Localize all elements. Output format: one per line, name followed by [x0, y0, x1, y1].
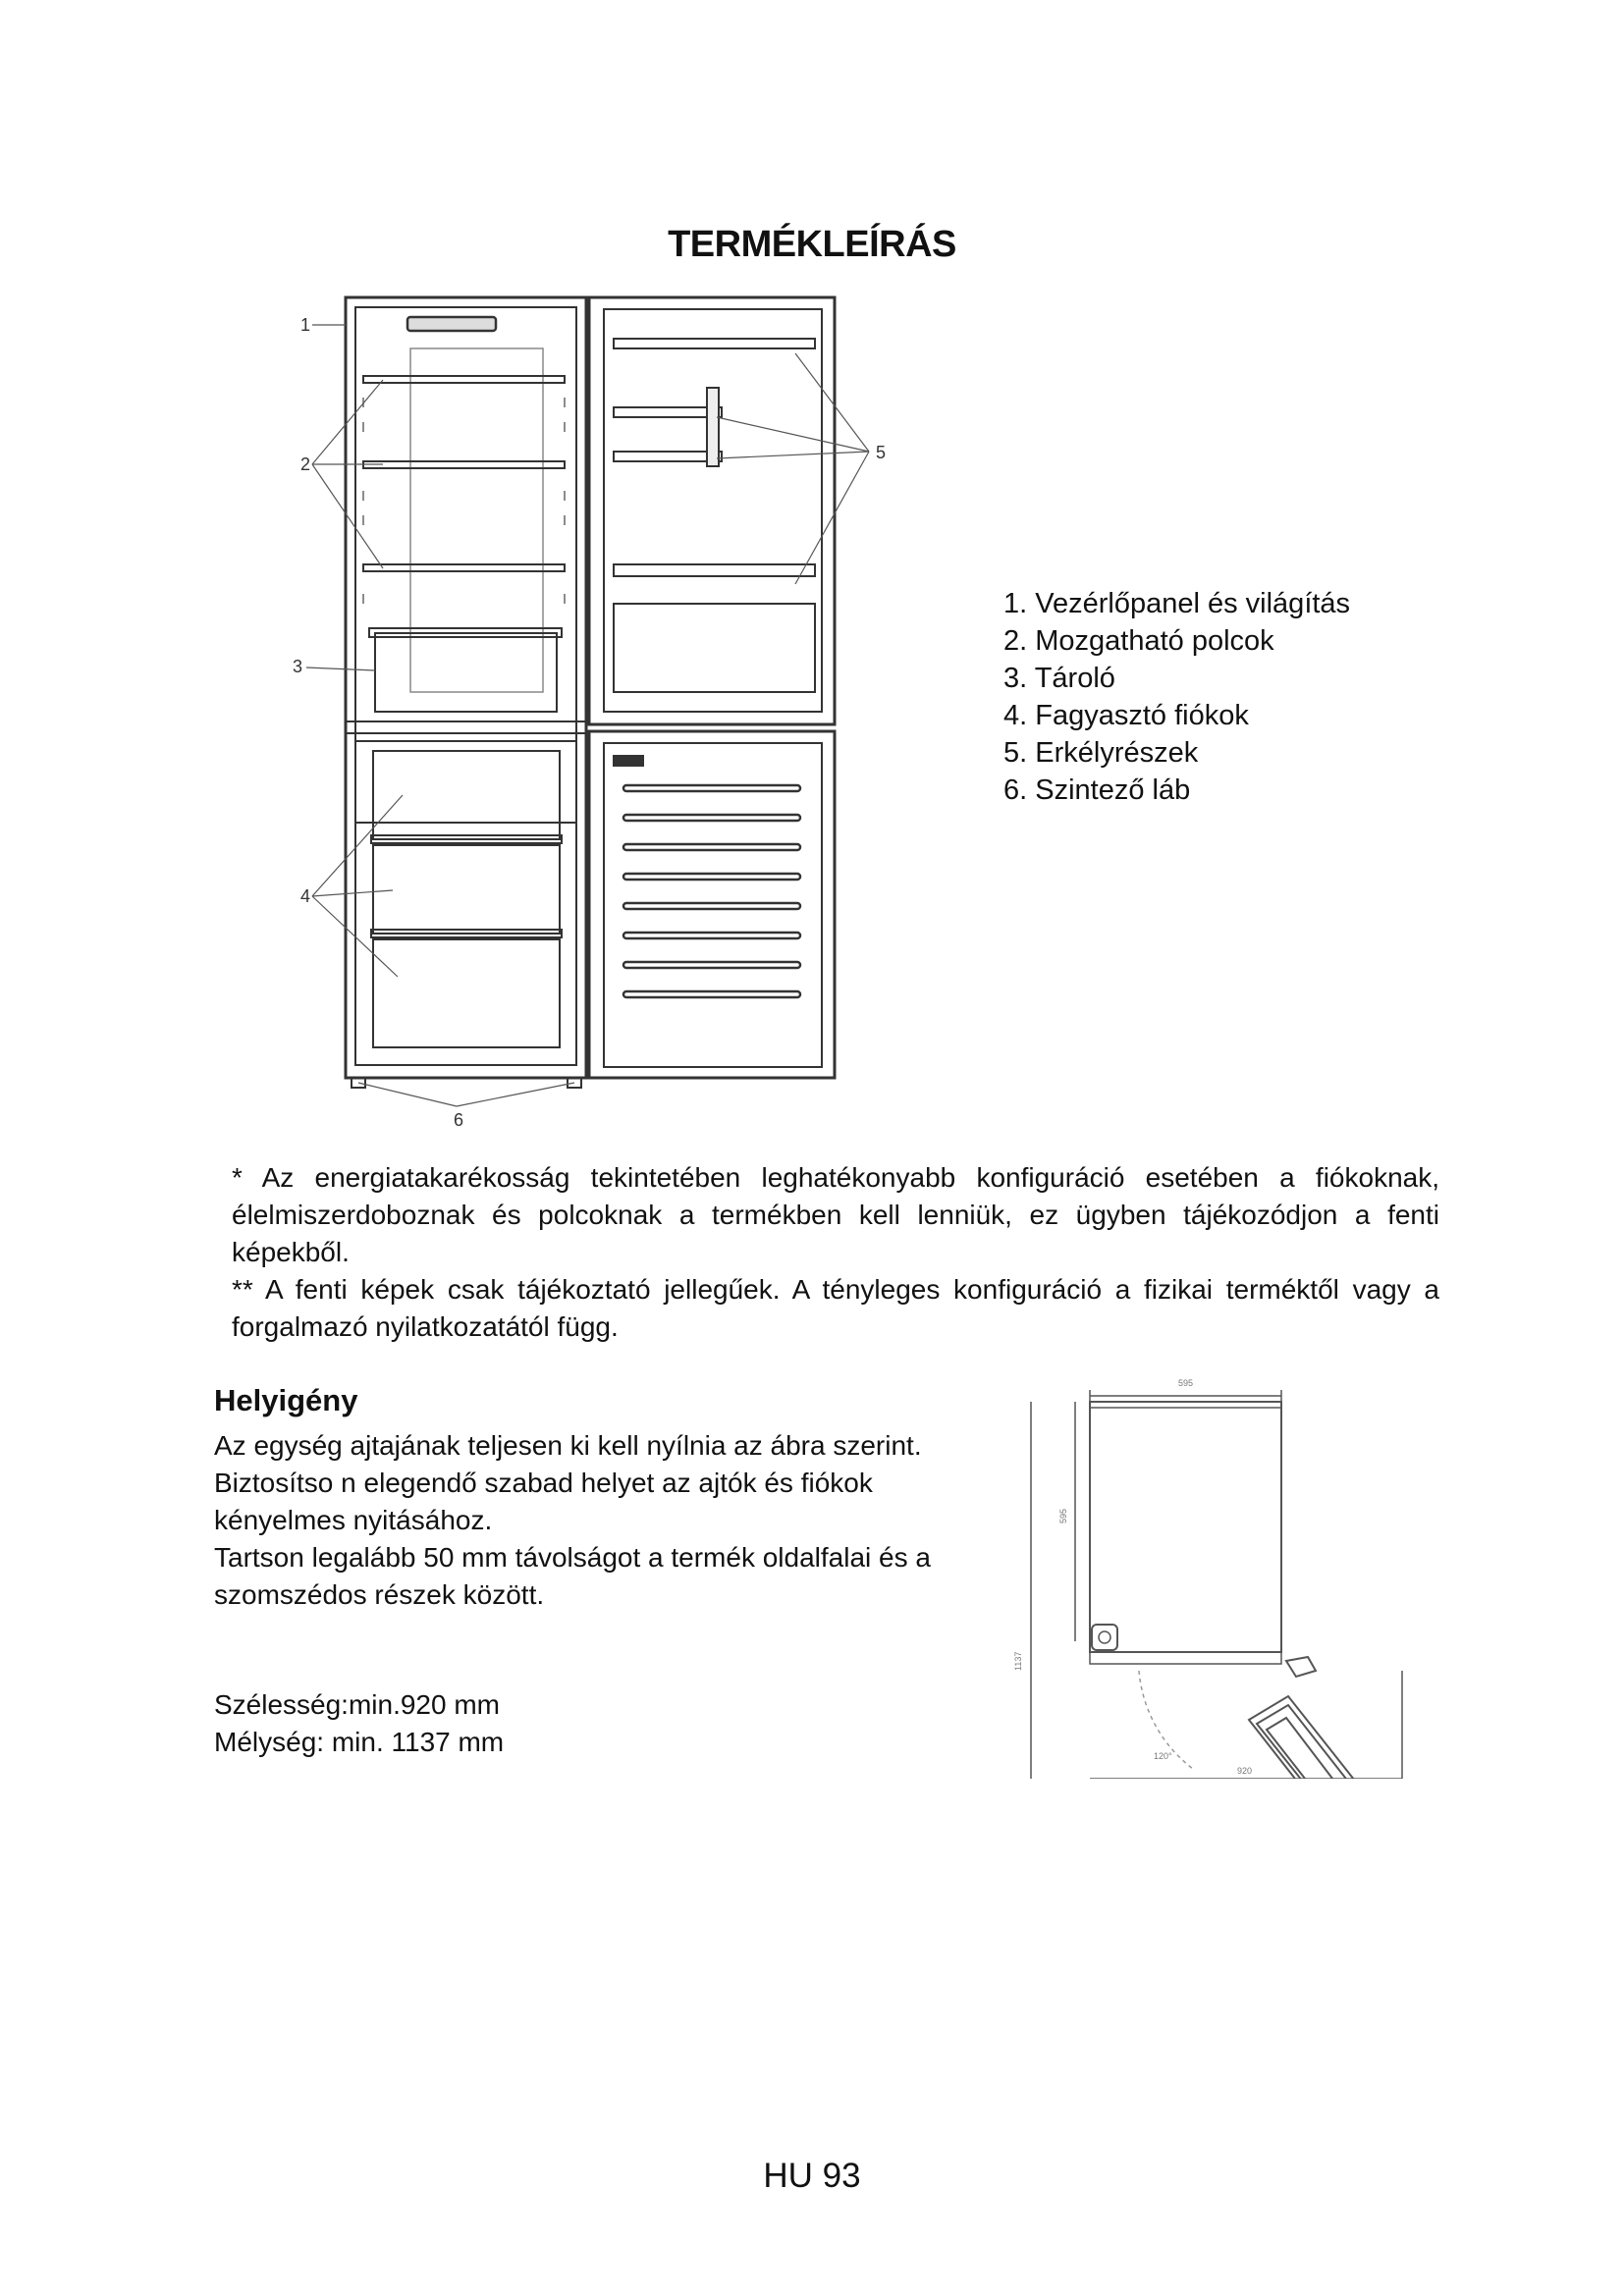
- space-requirement-text: [214, 1427, 980, 1614]
- callout-2: 2: [300, 454, 311, 474]
- plan-angle: 120°: [1154, 1751, 1172, 1761]
- note-illustrative: ** A fenti képek csak tájékoztató jellegűek. A tényleges konfiguráció a fizikai terméktől vagy a forgalmazó nyilatkozatától függ.: [232, 1274, 1439, 1342]
- fridge-diagram: [285, 290, 913, 1134]
- plan-depth-inner: 595: [1058, 1508, 1068, 1523]
- notes: [232, 1159, 1439, 1346]
- min-dimensions: [214, 1686, 504, 1761]
- plan-bottom-width: 920: [1237, 1766, 1253, 1776]
- component-legend: [1003, 585, 1350, 809]
- space-requirement-heading: Helyigény: [214, 1383, 358, 1417]
- page-title: TERMÉKLEÍRÁS: [668, 224, 956, 265]
- legend-item: 2. Mozgatható polcok: [1003, 625, 1274, 657]
- min-width: Szélesség:min.920 mm: [214, 1689, 501, 1720]
- door-clearance-diagram: [992, 1347, 1404, 1779]
- callout-6: 6: [454, 1110, 464, 1130]
- plan-top-width: 595: [1178, 1378, 1194, 1388]
- plan-depth-total: 1137: [1013, 1651, 1023, 1671]
- callout-3: 3: [293, 657, 303, 676]
- space-paragraph: Tartson legalább 50 mm távolságot a termék oldalfalai és a szomszédos részek között.: [214, 1542, 931, 1610]
- legend-item: 5. Erkélyrészek: [1003, 737, 1199, 769]
- legend-item: 6. Szintező láb: [1003, 774, 1191, 806]
- page-number: HU 93: [763, 2157, 861, 2195]
- callout-1: 1: [300, 315, 311, 335]
- min-depth: Mélység: min. 1137 mm: [214, 1727, 505, 1757]
- note-energy: * Az energiatakarékosság tekintetében leghatékonyabb konfiguráció esetében a fiókoknak, élelmiszerdoboznak és polcoknak a termékben kell lenniük, ez ügyben tájékozódjon a fenti képekből.: [232, 1162, 1439, 1267]
- space-paragraph: Az egység ajtajának teljesen ki kell nyílnia az ábra szerint. Biztosítso n elegendő szabad helyet az ajtók és fiókok kényelmes nyitásához.: [214, 1430, 922, 1535]
- legend-item: 3. Tároló: [1003, 663, 1115, 694]
- legend-item: 4. Fagyasztó fiókok: [1003, 700, 1249, 731]
- callout-5: 5: [876, 443, 887, 462]
- callout-4: 4: [300, 886, 311, 906]
- legend-item: 1. Vezérlőpanel és világítás: [1003, 588, 1351, 619]
